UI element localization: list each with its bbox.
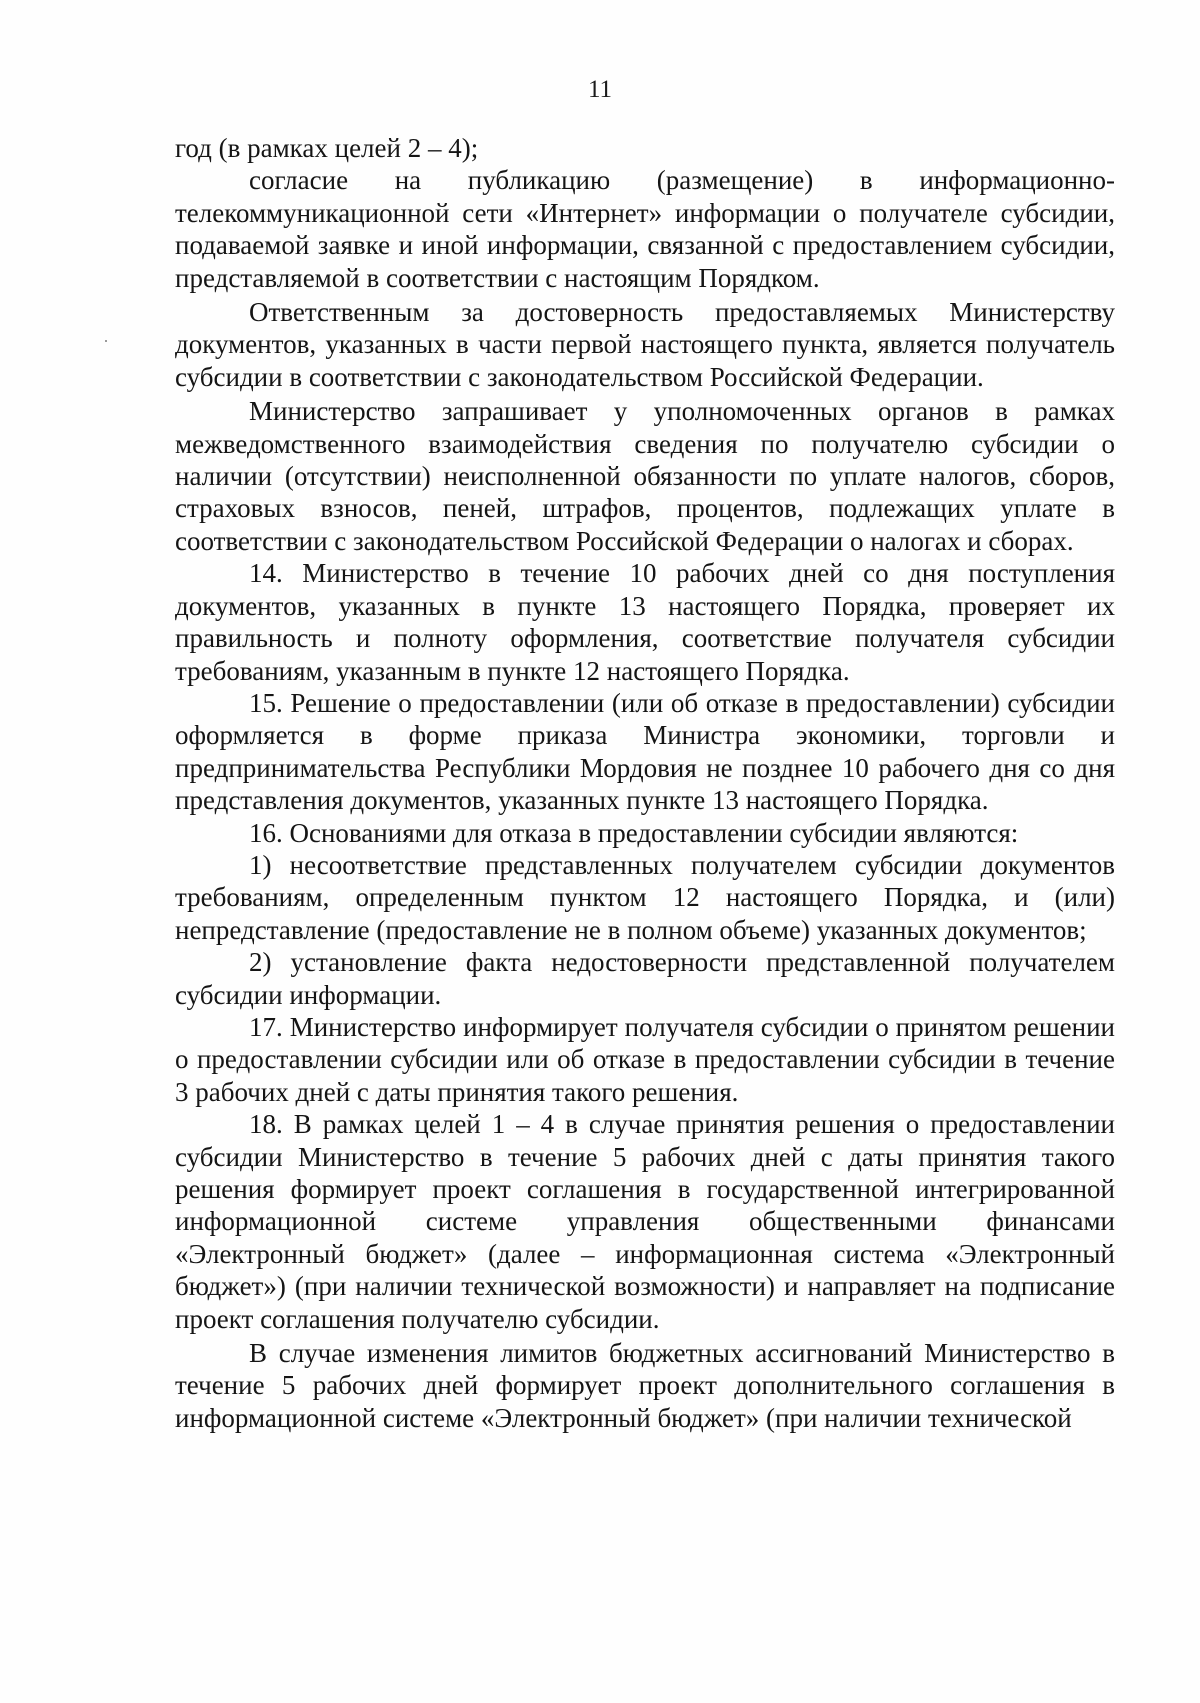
paragraph-item-16-1: 1) несоответствие представленных получателем субсидии документов требованиям, определенным пунктом 12 настоящего Порядка, и (или) непредставление (предоставление не в полном объеме) указанных документов; (175, 849, 1115, 945)
paragraph-item-15: 15. Решение о предоставлении (или об отказе в предоставлении) субсидии оформляется в форме приказа Министра экономики, торговли и предпринимательства Республики Мордовия не позднее 10 рабочего дня со дня представления документов, указанных пункте 13 настоящего Порядка. (175, 687, 1115, 816)
page-number: 11 (587, 76, 613, 103)
paragraph-interagency-request: Министерство запрашивает у уполномоченных органов в рамках межведомственного взаимодействия сведения по получателю субсидии о наличии (отсутствии) неисполненной обязанности по уплате налогов, сборов, страховых взносов, пеней, штрафов, процентов, подлежащих уплате в соответствии с законодательством Российской Федерации о налогах и сборах. (175, 396, 1115, 556)
document-body (175, 132, 1115, 1434)
paragraph-consent-publication: согласие на публикацию (размещение) в информационно-телекоммуникационной сети «Интернет» информации о получателе субсидии, подаваемой заявке и иной информации, связанной с предоставлением субсидии, представляемой в соответствии с настоящим Порядком. (175, 165, 1115, 293)
paragraph-item-16: 16. Основаниями для отказа в предоставлении субсидии являются: (249, 817, 1019, 848)
paragraph-item-14: 14. Министерство в течение 10 рабочих дней со дня поступления документов, указанных в пункте 13 настоящего Порядка, проверяет их правильность и полноту оформления, соответствие получателя субсидии требованиям, указанным в пункте 12 настоящего Порядка. (175, 558, 1115, 686)
scan-speck (105, 340, 107, 342)
paragraph-item-17: 17. Министерство информирует получателя субсидии о принятом решении о предоставлении субсидии или об отказе в предоставлении субсидии в течение 3 рабочих дней с даты принятия такого решения. (175, 1011, 1115, 1107)
paragraph-item-18: 18. В рамках целей 1 – 4 в случае принятия решения о предоставлении субсидии Министерство в течение 5 рабочих дней с даты принятия такого решения формирует проект соглашения в государственной интегрированной информационной системе управления общественными финансами «Электронный бюджет» (далее – информационная система «Электронный бюджет») (при наличии технической возможности) и направляет на подписание проект соглашения получателю субсидии. (175, 1109, 1115, 1334)
paragraph-responsibility: Ответственным за достоверность предоставляемых Министерству документов, указанных в части первой настоящего пункта, является получатель субсидии в соответствии с законодательством Российской Федерации. (175, 297, 1115, 392)
paragraph-goals-2-4: год (в рамках целей 2 – 4); (175, 133, 479, 163)
paragraph-item-16-2: 2) установление факта недостоверности представленной получателем субсидии информации. (175, 947, 1115, 1010)
paragraph-budget-limits: В случае изменения лимитов бюджетных ассигнований Министерство в течение 5 рабочих дней формирует проект дополнительного соглашения в информационной системе «Электронный бюджет» (при наличии технической (175, 1338, 1115, 1433)
